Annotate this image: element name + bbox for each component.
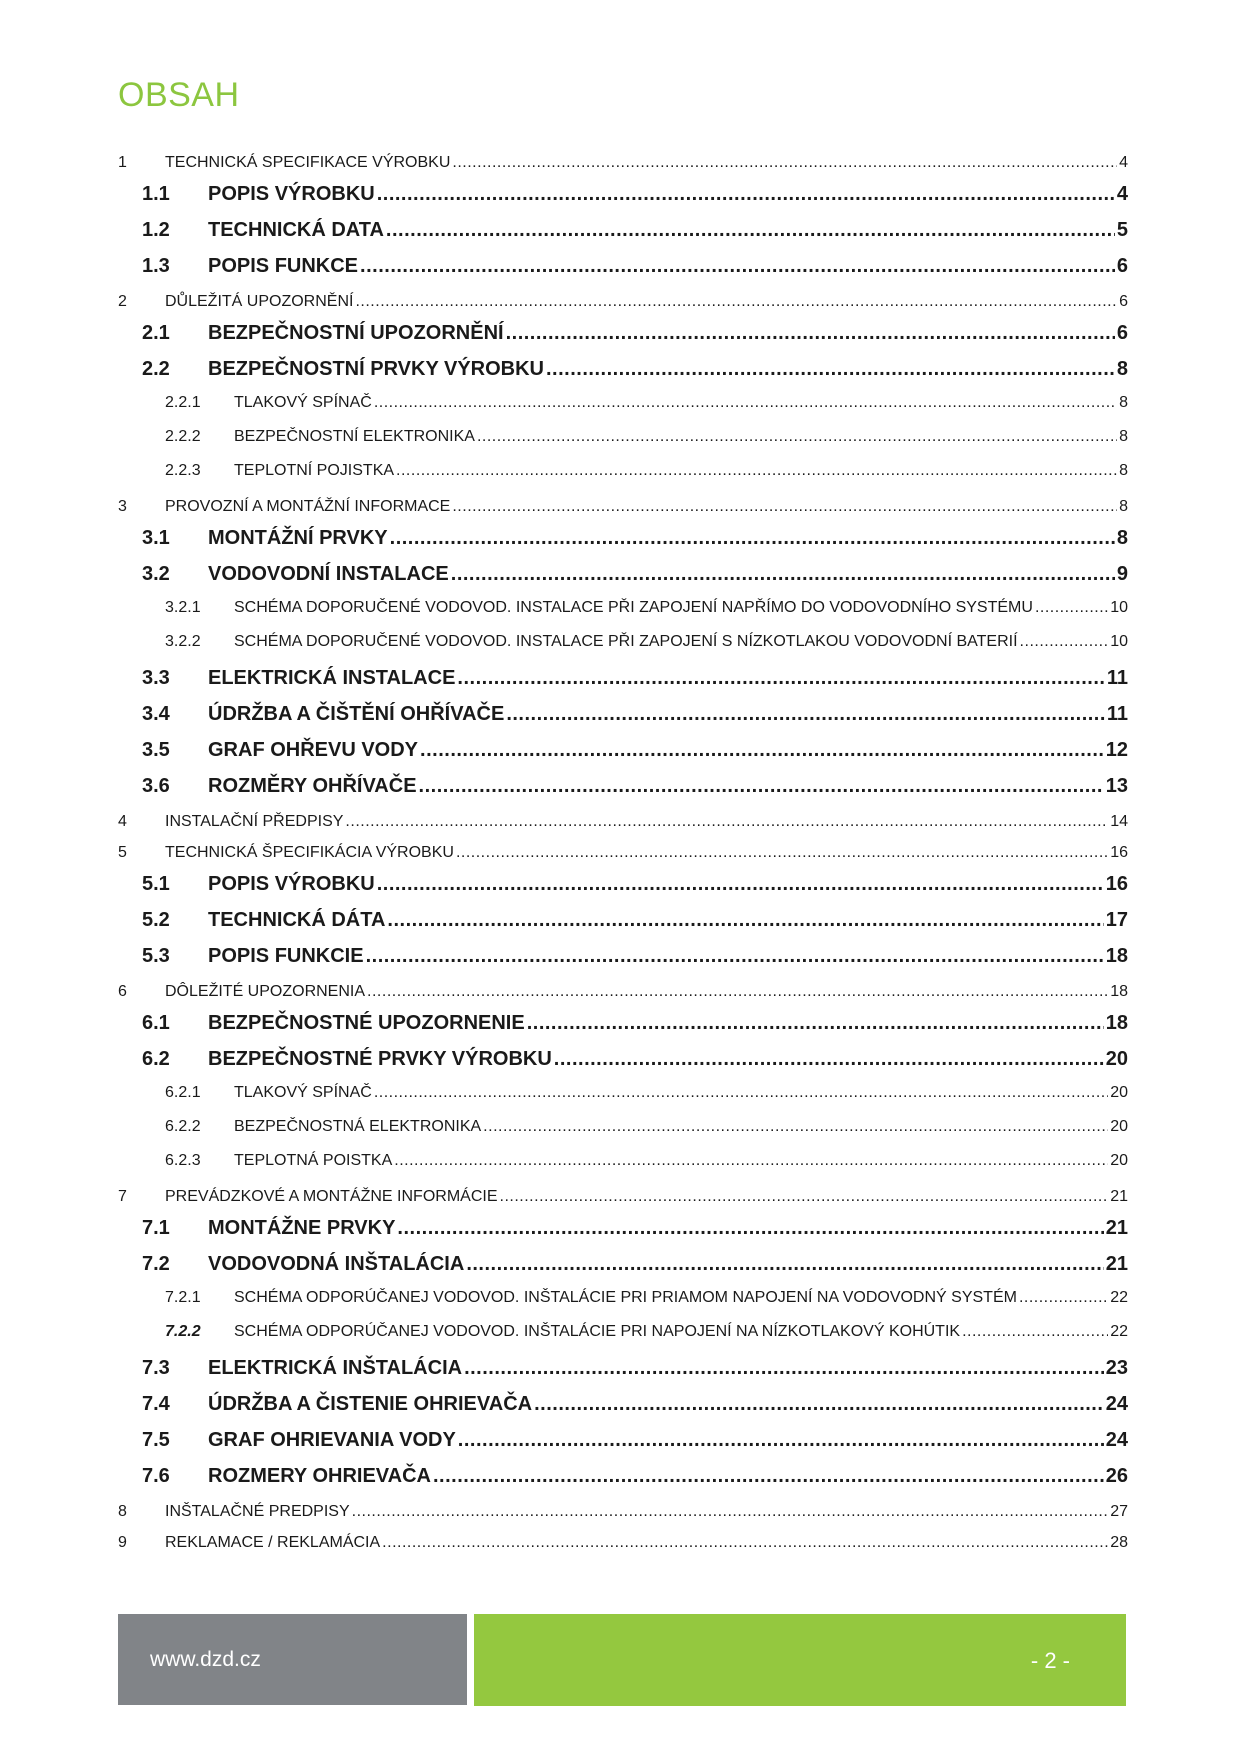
toc-entry-title: INSTALAČNÍ PŘEDPISY bbox=[165, 813, 344, 830]
toc-entry-title: PROVOZNÍ A MONTÁŽNÍ INFORMACE bbox=[165, 498, 451, 515]
toc-entry-page: 21 bbox=[1105, 1217, 1128, 1239]
toc-entry[interactable] bbox=[118, 599, 1128, 633]
toc-entry-number: 3.3 bbox=[142, 667, 170, 689]
dot-leader bbox=[366, 945, 1104, 968]
toc-entry-title: TLAKOVÝ SPÍNAČ bbox=[234, 394, 372, 411]
toc-entry[interactable] bbox=[118, 291, 1128, 322]
toc-entry-number: 2.2 bbox=[142, 358, 170, 380]
toc-entry[interactable] bbox=[118, 1289, 1128, 1323]
toc-entry[interactable] bbox=[118, 775, 1128, 811]
toc-entry[interactable] bbox=[118, 1048, 1128, 1084]
toc-entry[interactable] bbox=[118, 496, 1128, 527]
toc-entry-page: 8 bbox=[1116, 527, 1128, 549]
toc-entry-page: 12 bbox=[1105, 739, 1128, 761]
toc-entry-number: 2.2.2 bbox=[165, 428, 201, 445]
toc-entry-title: ELEKTRICKÁ INŠTALÁCIA bbox=[208, 1357, 463, 1379]
toc-entry-number: 6 bbox=[118, 983, 127, 1000]
dot-leader bbox=[1020, 633, 1109, 651]
footer-page-block bbox=[474, 1614, 1126, 1706]
toc-entry-page: 27 bbox=[1110, 1503, 1128, 1520]
toc-entry-number: 5.2 bbox=[142, 909, 170, 931]
toc-entry-title: SCHÉMA ODPORÚČANEJ VODOVOD. INŠTALÁCIE PRI PRIAMOM NAPOJENÍ NA VODOVODNÝ SYSTÉM bbox=[234, 1289, 1017, 1306]
toc-entry-number: 3 bbox=[118, 498, 127, 515]
dot-leader bbox=[420, 739, 1104, 762]
toc-entry[interactable] bbox=[118, 739, 1128, 775]
toc-entry[interactable] bbox=[118, 1186, 1128, 1217]
dot-leader bbox=[466, 1253, 1103, 1276]
toc-entry-title: BEZPEČNOSTNÍ PRVKY VÝROBKU bbox=[208, 358, 544, 380]
toc-entry-title: ROZMERY OHRIEVAČA bbox=[208, 1465, 431, 1487]
toc-entry-page: 17 bbox=[1105, 909, 1128, 931]
toc-entry-number: 3.2 bbox=[142, 563, 170, 585]
dot-leader bbox=[962, 1323, 1108, 1341]
toc-entry-number: 2 bbox=[118, 293, 127, 310]
toc-entry-number: 3.2.2 bbox=[165, 633, 201, 650]
toc-entry[interactable] bbox=[118, 322, 1128, 358]
dot-leader bbox=[464, 1357, 1104, 1380]
dot-leader bbox=[506, 322, 1115, 345]
toc-entry-number: 6.2.2 bbox=[165, 1118, 201, 1135]
toc-entry-number: 5 bbox=[118, 844, 127, 861]
toc-entry-title: TECHNICKÁ DÁTA bbox=[208, 909, 386, 931]
dot-leader bbox=[382, 1534, 1108, 1552]
toc-entry[interactable] bbox=[118, 1501, 1128, 1532]
toc-entry[interactable] bbox=[118, 1465, 1128, 1501]
toc-entry-title: ÚDRŽBA A ČIŠTĚNÍ OHŘÍVAČE bbox=[208, 703, 505, 725]
toc-entry-page: 20 bbox=[1110, 1152, 1128, 1169]
dot-leader bbox=[377, 183, 1115, 206]
toc-entry-page: 16 bbox=[1110, 844, 1128, 861]
dot-leader bbox=[452, 498, 1117, 516]
toc-entry-page: 14 bbox=[1110, 813, 1128, 830]
toc-entry-title: DÔLEŽITÉ UPOZORNENIA bbox=[165, 983, 366, 1000]
toc-entry[interactable] bbox=[118, 255, 1128, 291]
toc-entry-page: 22 bbox=[1110, 1323, 1128, 1340]
toc-entry-page: 4 bbox=[1119, 154, 1128, 171]
toc-entry-page: 20 bbox=[1110, 1084, 1128, 1101]
dot-leader bbox=[554, 1048, 1104, 1071]
toc-entry-page: 8 bbox=[1119, 428, 1128, 445]
toc-entry-title: POPIS FUNKCIE bbox=[208, 945, 364, 967]
toc-entry-title: REKLAMACE / REKLAMÁCIA bbox=[165, 1534, 381, 1551]
toc-entry-page: 4 bbox=[1116, 183, 1128, 205]
dot-leader bbox=[419, 775, 1104, 798]
toc-entry-page: 23 bbox=[1105, 1357, 1128, 1379]
toc-entry-title: POPIS FUNKCE bbox=[208, 255, 359, 277]
toc-entry-number: 3.4 bbox=[142, 703, 170, 725]
toc-entry-title: TECHNICKÁ DATA bbox=[208, 219, 384, 241]
toc-entry-page: 28 bbox=[1110, 1534, 1128, 1551]
toc-entry-number: 1.2 bbox=[142, 219, 170, 241]
toc-entry[interactable] bbox=[118, 633, 1128, 667]
toc-entry-number: 6.1 bbox=[142, 1012, 170, 1034]
toc-entry-number: 7.2.1 bbox=[165, 1289, 201, 1306]
dot-leader bbox=[546, 358, 1115, 381]
dot-leader bbox=[394, 1152, 1108, 1170]
dot-leader bbox=[390, 527, 1115, 550]
toc-entry[interactable] bbox=[118, 152, 1128, 183]
dot-leader bbox=[374, 394, 1117, 412]
dot-leader bbox=[387, 909, 1103, 932]
toc-entry-title: SCHÉMA ODPORÚČANEJ VODOVOD. INŠTALÁCIE PRI NAPOJENÍ NA NÍZKOTLAKOVÝ KOHÚTIK bbox=[234, 1323, 961, 1340]
toc-entry-title: TEPLOTNÍ POJISTKA bbox=[234, 462, 395, 479]
toc-entry[interactable] bbox=[118, 1118, 1128, 1152]
dot-leader bbox=[396, 462, 1117, 480]
toc-entry-page: 5 bbox=[1116, 219, 1128, 241]
toc-entry-title: BEZPEČNOSTNÉ PRVKY VÝROBKU bbox=[208, 1048, 552, 1070]
toc-entry-number: 3.2.1 bbox=[165, 599, 201, 616]
toc-entry-title: POPIS VÝROBKU bbox=[208, 873, 375, 895]
toc-entry-page: 6 bbox=[1119, 293, 1128, 310]
dot-leader bbox=[457, 667, 1104, 690]
dot-leader bbox=[500, 1188, 1109, 1206]
toc-entry[interactable] bbox=[118, 183, 1128, 219]
dot-leader bbox=[534, 1393, 1104, 1416]
dot-leader bbox=[367, 983, 1108, 1001]
toc-entry-number: 2.1 bbox=[142, 322, 170, 344]
toc-entry-title: ROZMĚRY OHŘÍVAČE bbox=[208, 775, 417, 797]
toc-entry-page: 11 bbox=[1106, 703, 1128, 725]
page-number: - 2 - bbox=[1030, 1648, 1070, 1673]
dot-leader bbox=[483, 1118, 1108, 1136]
toc-entry-number: 9 bbox=[118, 1534, 127, 1551]
toc-entry-number: 7.4 bbox=[142, 1393, 170, 1415]
dot-leader bbox=[1035, 599, 1108, 617]
toc-entry-title: TEPLOTNÁ POISTKA bbox=[234, 1152, 393, 1169]
toc-entry-title: VODOVODNÍ INSTALACE bbox=[208, 563, 449, 585]
toc-entry-page: 10 bbox=[1110, 633, 1128, 650]
toc-entry[interactable] bbox=[118, 1217, 1128, 1253]
toc-entry-page: 8 bbox=[1119, 394, 1128, 411]
toc-entry[interactable] bbox=[118, 462, 1128, 496]
toc-entry[interactable] bbox=[118, 1393, 1128, 1429]
toc-entry-number: 5.3 bbox=[142, 945, 170, 967]
dot-leader bbox=[506, 703, 1105, 726]
toc-entry-title: POPIS VÝROBKU bbox=[208, 183, 375, 205]
toc-entry-title: BEZPEČNOSTNÁ ELEKTRONIKA bbox=[234, 1118, 482, 1135]
toc-entry-number: 1.1 bbox=[142, 183, 170, 205]
toc-entry-page: 26 bbox=[1105, 1465, 1128, 1487]
toc-entry[interactable] bbox=[118, 394, 1128, 428]
toc-entry-page: 20 bbox=[1110, 1118, 1128, 1135]
dot-leader bbox=[360, 255, 1115, 278]
toc-entry-title: SCHÉMA DOPORUČENÉ VODOVOD. INSTALACE PŘI ZAPOJENÍ S NÍZKOTLAKOU VODOVODNÍ BATERIÍ bbox=[234, 633, 1018, 650]
toc-entry[interactable] bbox=[118, 1323, 1128, 1357]
footer-website-link[interactable]: www.dzd.cz bbox=[150, 1648, 261, 1671]
toc-entry-number: 7.1 bbox=[142, 1217, 170, 1239]
toc-entry[interactable] bbox=[118, 909, 1128, 945]
dot-leader bbox=[345, 813, 1108, 831]
toc-entry-title: INŠTALAČNÉ PREDPISY bbox=[165, 1503, 350, 1520]
toc-entry-title: TLAKOVÝ SPÍNAČ bbox=[234, 1084, 372, 1101]
dot-leader bbox=[452, 154, 1117, 172]
toc-entry-page: 18 bbox=[1110, 983, 1128, 1000]
toc-entry-title: GRAF OHŘEVU VODY bbox=[208, 739, 419, 761]
toc-entry-title: GRAF OHRIEVANIA VODY bbox=[208, 1429, 456, 1451]
toc-entry-page: 16 bbox=[1105, 873, 1128, 895]
toc-entry-title: SCHÉMA DOPORUČENÉ VODOVOD. INSTALACE PŘI ZAPOJENÍ NAPŘÍMO DO VODOVODNÍHO SYSTÉMU bbox=[234, 599, 1033, 616]
toc-entry-number: 8 bbox=[118, 1503, 127, 1520]
toc-entry-number: 2.2.1 bbox=[165, 394, 201, 411]
toc-entry[interactable] bbox=[118, 527, 1128, 563]
toc-entry-title: BEZPEČNOSTNÍ ELEKTRONIKA bbox=[234, 428, 475, 445]
toc-entry-page: 24 bbox=[1105, 1429, 1128, 1451]
toc-entry-page: 8 bbox=[1119, 462, 1128, 479]
toc-entry-number: 2.2.3 bbox=[165, 462, 201, 479]
toc-entry[interactable] bbox=[118, 667, 1128, 703]
toc-entry[interactable] bbox=[118, 428, 1128, 462]
toc-entry-title: BEZPEČNOSTNÉ UPOZORNENIE bbox=[208, 1012, 525, 1034]
toc-entry-number: 5.1 bbox=[142, 873, 170, 895]
dot-leader bbox=[458, 1429, 1104, 1452]
toc-entry-page: 24 bbox=[1105, 1393, 1128, 1415]
dot-leader bbox=[397, 1217, 1103, 1240]
toc-entry[interactable] bbox=[118, 563, 1128, 599]
toc-entry-title: PREVÁDZKOVÉ A MONTÁŽNE INFORMÁCIE bbox=[165, 1188, 498, 1205]
toc-entry-page: 6 bbox=[1116, 322, 1128, 344]
toc-entry-page: 9 bbox=[1116, 563, 1128, 585]
toc-entry-page: 13 bbox=[1105, 775, 1128, 797]
toc-entry-number: 7 bbox=[118, 1188, 127, 1205]
toc-entry-page: 11 bbox=[1106, 667, 1128, 689]
dot-leader bbox=[355, 293, 1117, 311]
toc-entry-title: MONTÁŽNE PRVKY bbox=[208, 1217, 396, 1239]
toc-entry-title: MONTÁŽNÍ PRVKY bbox=[208, 527, 388, 549]
toc-entry-page: 20 bbox=[1105, 1048, 1128, 1070]
toc-entry-page: 6 bbox=[1116, 255, 1128, 277]
toc-entry-title: TECHNICKÁ ŠPECIFIKÁCIA VÝROBKU bbox=[165, 844, 454, 861]
toc-entry-number: 7.5 bbox=[142, 1429, 170, 1451]
toc-entry-title: DŮLEŽITÁ UPOZORNĚNÍ bbox=[165, 293, 354, 310]
dot-leader bbox=[456, 844, 1108, 862]
toc-entry[interactable] bbox=[118, 1152, 1128, 1186]
toc-entry-title: BEZPEČNOSTNÍ UPOZORNĚNÍ bbox=[208, 322, 504, 344]
toc-entry-page: 8 bbox=[1116, 358, 1128, 380]
toc-entry[interactable] bbox=[118, 1253, 1128, 1289]
toc-entry-title: VODOVODNÁ INŠTALÁCIA bbox=[208, 1253, 465, 1275]
dot-leader bbox=[386, 219, 1115, 242]
page-title: OBSAH bbox=[118, 76, 240, 114]
toc-entry-page: 21 bbox=[1105, 1253, 1128, 1275]
toc-entry-page: 18 bbox=[1105, 945, 1128, 967]
toc-entry-number: 3.1 bbox=[142, 527, 170, 549]
toc-entry[interactable] bbox=[118, 1429, 1128, 1465]
toc-entry[interactable] bbox=[118, 1357, 1128, 1393]
toc-entry-title: ÚDRŽBA A ČISTENIE OHRIEVAČA bbox=[208, 1393, 533, 1415]
toc-entry-page: 18 bbox=[1105, 1012, 1128, 1034]
toc-entry[interactable] bbox=[118, 703, 1128, 739]
toc-entry[interactable] bbox=[118, 1084, 1128, 1118]
toc-entry-number: 1 bbox=[118, 154, 127, 171]
toc-entry-number: 6.2.1 bbox=[165, 1084, 201, 1101]
dot-leader bbox=[527, 1012, 1104, 1035]
toc-entry[interactable] bbox=[118, 358, 1128, 394]
table-of-contents bbox=[118, 152, 1128, 1563]
dot-leader bbox=[377, 873, 1104, 896]
dot-leader bbox=[352, 1503, 1109, 1521]
toc-entry[interactable] bbox=[118, 1532, 1128, 1563]
toc-entry[interactable] bbox=[118, 219, 1128, 255]
toc-entry[interactable] bbox=[118, 811, 1128, 842]
toc-entry-number: 3.6 bbox=[142, 775, 170, 797]
toc-entry-number: 7.2 bbox=[142, 1253, 170, 1275]
toc-entry-number: 3.5 bbox=[142, 739, 170, 761]
toc-entry-page: 8 bbox=[1119, 498, 1128, 515]
toc-entry[interactable] bbox=[118, 1012, 1128, 1048]
toc-entry[interactable] bbox=[118, 945, 1128, 981]
dot-leader bbox=[451, 563, 1115, 586]
toc-entry-number: 7.3 bbox=[142, 1357, 170, 1379]
toc-entry-number: 7.6 bbox=[142, 1465, 170, 1487]
toc-entry-number: 7.2.2 bbox=[165, 1323, 201, 1340]
dot-leader bbox=[374, 1084, 1108, 1102]
toc-entry-page: 10 bbox=[1110, 599, 1128, 616]
toc-entry[interactable] bbox=[118, 981, 1128, 1012]
toc-entry-number: 6.2 bbox=[142, 1048, 170, 1070]
dot-leader bbox=[433, 1465, 1104, 1488]
toc-entry-page: 22 bbox=[1110, 1289, 1128, 1306]
dot-leader bbox=[477, 428, 1117, 446]
dot-leader bbox=[1019, 1289, 1108, 1307]
toc-entry-number: 1.3 bbox=[142, 255, 170, 277]
toc-entry-title: TECHNICKÁ SPECIFIKACE VÝROBKU bbox=[165, 154, 451, 171]
toc-entry-number: 4 bbox=[118, 813, 127, 830]
toc-entry-number: 6.2.3 bbox=[165, 1152, 201, 1169]
toc-entry[interactable] bbox=[118, 842, 1128, 873]
footer-website-block bbox=[118, 1614, 467, 1705]
toc-entry[interactable] bbox=[118, 873, 1128, 909]
toc-entry-page: 21 bbox=[1110, 1188, 1128, 1205]
toc-entry-title: ELEKTRICKÁ INSTALACE bbox=[208, 667, 456, 689]
